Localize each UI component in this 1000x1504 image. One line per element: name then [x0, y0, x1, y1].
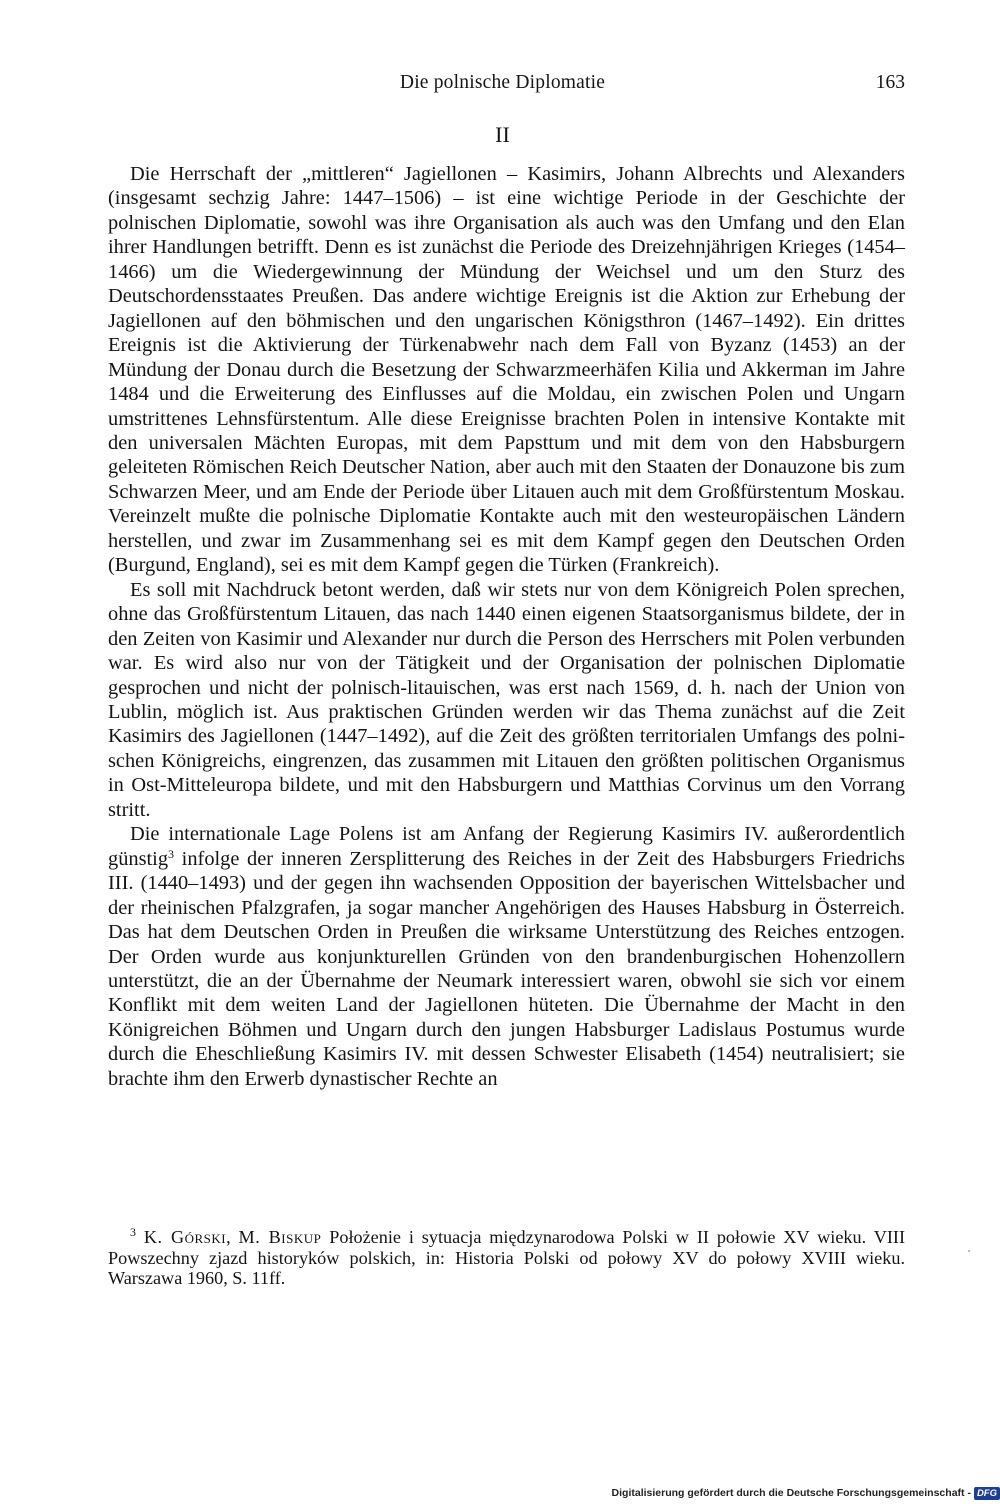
- scan-artifact: [968, 1250, 970, 1252]
- footnote-reference[interactable]: 3: [168, 846, 175, 861]
- footnotes: [108, 1227, 905, 1289]
- footnote-3: [108, 1227, 905, 1289]
- body-text: [108, 162, 905, 1091]
- paragraph-3-start: Die internationale Lage Polens ist am Anfang der Regierung Kasimirs IV. außerordentlich günstig: [108, 823, 905, 870]
- paragraph-2: Es soll mit Nachdruck betont werden, daß wir stets nur von dem Königreich Polen sprechen, ohne das Großfürstentum Litauen, das nach 1440 einen eigenen Staatsorganismus bildete, der in den Zeiten von Kasimir und Alexander nur durch die Person des Herrschers mit Polen verbunden war. Es wird also nur von der Tätigkeit und der Organisation der polnischen Diplomatie gesprochen und nicht der polnisch-litauischen, was erst nach 1569, d. h. nach der Union von Lublin, möglich ist. Aus praktischen Gründen werden wir das Thema zunächst auf die Zeit Kasimirs des Jagiellonen (1447–1492), auf die Zeit des größten territorialen Umfangs des polnischen Königreichs, eingrenzen, das zusammen mit Litauen den größten politischen Organismus in Ost-Mitteleuropa bildete, und mit den Habsburgern und Matthias Corvinus um den Vorrang stritt.: [108, 578, 905, 821]
- running-head: [100, 72, 905, 102]
- paragraph-3: [108, 822, 905, 1091]
- footnote-number: 3: [130, 1225, 136, 1239]
- section-heading: II: [495, 122, 510, 147]
- dfg-logo-icon: DFG: [974, 1487, 1000, 1500]
- footnote-author-2: M. Biskup: [238, 1227, 322, 1247]
- paragraph-1: Die Herrschaft der „mittleren“ Jagiellonen – Kasimirs, Johann Albrechts und Alexanders (insgesamt sechzig Jahre: 1447–1506) – ist eine wichtige Periode in der Geschichte der polnischen Diplomatie, sowohl was ihre Organisation als auch was den Umfang und den Elan ihrer Handlungen betrifft. Denn es ist zunächst die Periode des Dreizehnjährigen Krieges (1454–1466) um die Wiedergewinnung der Mündung der Weichsel und um den Sturz des Deutschordensstaates Preußen. Das andere wichtige Ereignis ist die Aktion zur Erhebung der Jagiellonen auf den böhmischen und den ungarischen Königsthron (1467–1492). Ein drittes Ereignis ist die Aktivierung der Türkenabwehr nach dem Fall von Byzanz (1453) an der Mündung der Donau durch die Besetzung der Schwarzmeerhäfen Kilia und Akkerman im Jahre 1484 und die Erweiterung des Einflusses auf die Moldau, ein zwischen Polen und Ungarn umstrittenes Lehnsfürstentum. Alle diese Ereignisse brachten Polen in intensive Kontakte mit den universalen Mächten Europas, mit dem Papsttum und mit dem von den Habsburgern geleiteten Römischen Reich Deutscher Nation, aber auch mit den Staaten der Donauzone bis zum Schwarzen Meer, und am Ende der Periode über Litauen auch mit dem Großfürstentum Moskau. Vereinzelt mußte die polnische Diplomatie Kontakte auch mit den westeuropäischen Ländern herstellen, und zwar im Zusammenhang sei es mit dem Kampf gegen den Deutschen Orden (Burgund, England), sei es mit dem Kampf gegen die Türken (Frankreich).: [108, 163, 905, 577]
- paragraph-3-rest: infolge der inneren Zersplitterung des Reiches in der Zeit des Habsburgers Friedrichs III. (1440–1493) und der gegen ihn wachsenden Opposition der bayerischen Wittelsbacher und der rheinischen Pfalzgrafen, ja sogar mancher Angehörigen des Hauses Habsburg in Österreich. Das hat dem Deutschen Orden in Preußen die wirksame Unterstützung des Reiches entzogen. Der Orden wurde aus konjunkturellen Gründen von den brandenburgischen Hohenzollern unterstützt, die an der Übernahme der Neumark interessiert waren, obwohl sie sich vor einem Konflikt mit dem weiten Land der Jagiellonen hüteten. Die Übernahme der Macht in den Königreichen Böhmen und Ungarn durch den jungen Habsburger Ladislaus Postumus wurde durch die Eheschließung Kasimirs IV. mit dessen Schwester Elisabeth (1454) neutralisiert; sie brachte ihm den Erwerb dynastischer Rechte an: [108, 847, 905, 1090]
- footnote-author-1: K. Górski: [143, 1227, 227, 1247]
- footnote-text: Położenie i sytuacja międzynarodowa Polski w II połowie XV wieku. VIII Powszechny zjazd historyków polskich, in: Historia Polski od połowy XV do połowy XVIII wieku. Warszawa 1960, S. 11ff.: [108, 1227, 905, 1289]
- footnote-author-separator: ,: [226, 1227, 239, 1247]
- digitization-banner: [612, 1485, 1000, 1501]
- digitization-banner-text: Digitalisierung gefördert durch die Deutsche Forschungsgemeinschaft -: [611, 1487, 971, 1499]
- running-head-title: Die polnische Diplomatie: [399, 72, 606, 93]
- page-number: 163: [875, 72, 905, 93]
